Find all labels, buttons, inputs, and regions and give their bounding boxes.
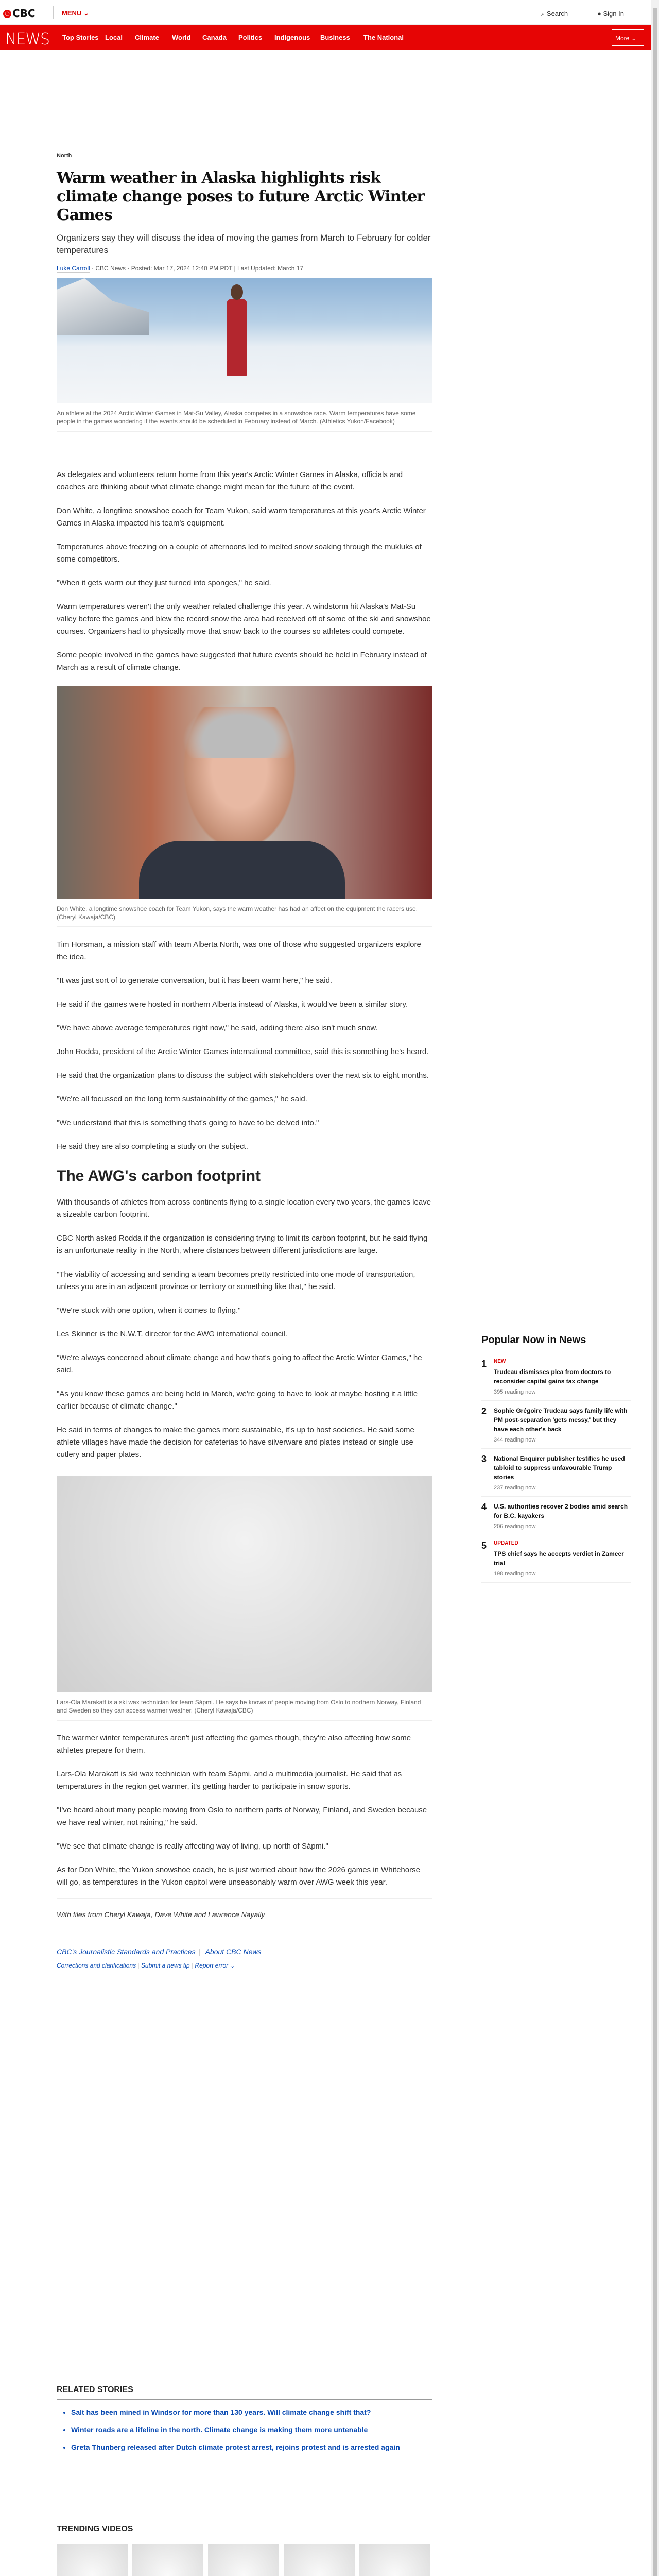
body-paragraph: He said in terms of changes to make the games more sustainable, it's up to host societies. He said some athlete villages have made the decision for cafeterias to have silverware and plates instead or single use cutlery and paper plates. [57, 1426, 414, 1459]
nav-politics[interactable]: Politics [238, 33, 263, 41]
signin-label: Sign In [603, 10, 624, 18]
report-error-button[interactable]: Report error [195, 1962, 229, 1969]
rank: 5 [481, 1540, 487, 1551]
image-placeholder[interactable] [57, 1476, 432, 1692]
related-link[interactable]: • Salt has been mined in Windsor for more than 130 years. Will climate change shift that? [71, 2407, 432, 2417]
feedback-links [57, 1962, 432, 1969]
body-paragraph: He said they are also completing a study on the subject. [57, 1142, 248, 1151]
story-card[interactable] [57, 2544, 128, 2576]
body-paragraph: Don White, a longtime snowshoe coach for Team Yukon, said warm temperatures at this year's Arctic Winter Games in Alaska impacted his team's equipment. [57, 506, 426, 528]
popular-item[interactable] [481, 1449, 631, 1497]
menu-button[interactable] [62, 9, 89, 18]
rank: 2 [481, 1406, 487, 1416]
body-paragraph: John Rodda, president of the Arctic Winter Games international committee, said this is something he's heard. [57, 1047, 429, 1056]
don-white-photo [57, 686, 432, 927]
search-label: Search [546, 10, 568, 18]
body-paragraph: Some people involved in the games have suggested that future events should be held in February instead of March as a result of climate change. [57, 651, 427, 672]
author-link[interactable]: Luke Carroll [57, 265, 90, 272]
signin-button[interactable] [597, 10, 624, 18]
reading-count: 198 reading now [494, 1571, 536, 1577]
popular-item[interactable] [481, 1497, 631, 1535]
section-kicker[interactable]: North [57, 152, 72, 159]
related-link[interactable]: • Greta Thunberg released after Dutch climate protest arrest, rejoins protest and is arrested again [71, 2442, 432, 2452]
popular-heading: Popular Now in News [481, 1334, 586, 1346]
top-bar [0, 0, 651, 25]
body-paragraph: "We're stuck with one option, when it comes to flying." [57, 1306, 241, 1315]
popular-item[interactable] [481, 1535, 631, 1583]
body-paragraph: "We're always concerned about climate change and how that's going to affect the Arctic Winter Games," he said. [57, 1353, 422, 1375]
popular-title[interactable]: Trudeau dismisses plea from doctors to reconsider capital gains tax change [494, 1368, 611, 1385]
lead-photo [57, 278, 432, 432]
trending-videos [57, 2524, 432, 2576]
body-paragraph: "As you know these games are being held in March, we're going to have to look at maybe hosting it a little earlier because of climate change." [57, 1389, 418, 1411]
photo-caption: Don White, a longtime snowshoe coach for Team Yukon, says the warm weather has had an affect on the equipment the racers use. (Cheryl Kawaja/CBC) [57, 905, 432, 927]
nav-world[interactable]: World [172, 33, 191, 41]
story-card[interactable] [359, 2544, 430, 2576]
body-paragraph: "It was just sort of to generate conversation, but it has been warm here," he said. [57, 976, 333, 985]
related-stories [57, 2385, 432, 2460]
corrections-link[interactable]: Corrections and clarifications [57, 1962, 136, 1969]
related-link[interactable]: • Winter roads are a lifeline in the north. Climate change is making them more untenable [71, 2425, 432, 2435]
snowshoe-athlete-image[interactable] [57, 278, 432, 403]
news-nav-bar [0, 25, 651, 50]
divider: | [137, 1962, 140, 1969]
popular-item[interactable] [481, 1401, 631, 1449]
body-paragraph: "We understand that this is something that's going to have to be delved into." [57, 1118, 319, 1127]
reading-count: 344 reading now [494, 1437, 536, 1443]
headline: Warm weather in Alaska highlights risk climate change poses to future Arctic Winter Games [57, 169, 425, 224]
popular-title[interactable]: U.S. authorities recover 2 bodies amid search for B.C. kayakers [494, 1503, 628, 1519]
nav-canada[interactable]: Canada [202, 33, 227, 41]
story-card[interactable] [284, 2544, 355, 2576]
cbc-gem-icon [3, 10, 11, 18]
story-card[interactable] [208, 2544, 279, 2576]
thumbnail[interactable] [359, 2544, 430, 2576]
article [57, 152, 432, 1969]
nav-indigenous[interactable]: Indigenous [274, 33, 310, 41]
scrollbar-thumb[interactable] [653, 8, 657, 2576]
popular-title[interactable]: TPS chief says he accepts verdict in Zameer trial [494, 1550, 624, 1567]
nav-local[interactable]: Local [105, 33, 123, 41]
body-paragraph: "I've heard about many people moving from Oslo to northern parts of Norway, Finland, and Sweden because we have real winter, not raining," he said. [57, 1806, 427, 1827]
body-paragraph: "We see that climate change is really affecting way of living, up north of Sápmi." [57, 1842, 328, 1851]
body-paragraph: With thousands of athletes from across continents flying to a single location every two years, the games leave a sizeable carbon footprint. [57, 1198, 431, 1219]
body-paragraph: The warmer winter temperatures aren't just affecting the games though, they're also affecting how some athletes prepare for them. [57, 1734, 411, 1755]
logo-text: CBC [12, 7, 36, 20]
story-card[interactable] [132, 2544, 203, 2576]
popular-item[interactable] [481, 1353, 631, 1401]
body-paragraph: He said if the games were hosted in northern Alberta instead of Alaska, it would've been a similar story. [57, 1000, 408, 1009]
body-paragraph: As for Don White, the Yukon snowshoe coach, he is just worried about how the 2026 games in Whitehorse will go, as temperatures in the Yukon capitol were unseasonably warm over AWG week this year. [57, 1866, 420, 1887]
thumbnail[interactable] [57, 2544, 128, 2576]
rank: 3 [481, 1454, 487, 1464]
standards-links [57, 1947, 432, 1956]
body-paragraph: "When it gets warm out they just turned into sponges," he said. [57, 579, 271, 587]
marakatt-photo [57, 1476, 432, 1721]
submit-tip-link[interactable]: Submit a news tip [141, 1962, 190, 1969]
rank: 4 [481, 1502, 487, 1512]
body-paragraph: Lars-Ola Marakatt is ski wax technician with team Sápmi, and a multimedia journalist. He said that as temperatures in the region get warmer, it's getting harder to participate in snow sports. [57, 1770, 402, 1791]
divider: | [191, 1962, 194, 1969]
body-paragraph: Tim Horsman, a mission staff with team Alberta North, was one of those who suggested organizers explore the idea. [57, 940, 421, 961]
trending-heading: TRENDING VIDEOS [57, 2524, 432, 2538]
body-paragraph: He said that the organization plans to discuss the subject with stakeholders over the next six to eight months. [57, 1071, 429, 1080]
deck: Organizers say they will discuss the idea of moving the games from March to February for colder temperatures [57, 233, 431, 255]
thumbnail[interactable] [208, 2544, 279, 2576]
reading-count: 237 reading now [494, 1485, 536, 1491]
popular-now-sidebar [481, 1334, 631, 1583]
related-heading: RELATED STORIES [57, 2385, 432, 2400]
about-cbc-news-link[interactable]: About CBC News [205, 1947, 262, 1956]
popular-title[interactable]: Sophie Grégoire Trudeau says family life with PM post-separation 'gets messy,' but they have each other's back [494, 1407, 628, 1433]
news-brand[interactable]: NEWS [5, 30, 50, 48]
reading-count: 206 reading now [494, 1523, 536, 1530]
search-button[interactable] [541, 10, 568, 18]
divider [53, 6, 54, 19]
chevron-down-icon: ⌄ [631, 35, 636, 42]
body-paragraph: Temperatures above freezing on a couple of afternoons led to melted snow soaking through the mukluks of some competitors. [57, 543, 422, 564]
nav-climate[interactable]: Climate [135, 33, 159, 41]
body-paragraph: "We have above average temperatures right now," he said, adding there also isn't much snow. [57, 1024, 378, 1032]
nav-the-national[interactable]: The National [363, 33, 404, 41]
photo-caption: An athlete at the 2024 Arctic Winter Games in Mat-Su Valley, Alaska competes in a snowshoe race. Warm temperatures have some people in the games wondering if the events should be scheduled in February instead of March. (Athletics Yukon/Facebook) [57, 409, 432, 432]
photo-caption: Lars-Ola Marakatt is a ski wax technician for team Sápmi. He says he knows of people moving from Oslo to northern Norway, Finland and Sweden so they can access warmer weather. (Cheryl Kawaja/CBC) [57, 1698, 432, 1721]
rank: 1 [481, 1359, 487, 1369]
new-badge: NEW [494, 1359, 506, 1364]
nav-business[interactable]: Business [320, 33, 350, 41]
body-paragraph: "The viability of accessing and sending a team becomes pretty restricted into one mode of transportation, unless you are in an adjacent province or territory or something like that," he said. [57, 1270, 415, 1291]
section-subhead: The AWG's carbon footprint [57, 1167, 261, 1184]
chevron-down-icon: ⌄ [83, 9, 89, 17]
reading-count: 395 reading now [494, 1389, 536, 1395]
chevron-down-icon: ⌄ [230, 1962, 235, 1969]
don-white-image[interactable] [57, 686, 432, 899]
body-paragraph: "We're all focussed on the long term sustainability of the games," he said. [57, 1095, 307, 1104]
byline [57, 265, 432, 272]
body-paragraph: Warm temperatures weren't the only weather related challenge this year. A windstorm hit Alaska's Mat-Su valley before the games and blew the record snow the area had received off of some of the ski and snowshoe courses. Organizers had to physically move that snow back to the courses so athletes could compete. [57, 602, 431, 636]
credits: With files from Cheryl Kawaja, Dave White and Lawrence Nayally [57, 1910, 265, 1919]
standards-link[interactable]: CBC's Journalistic Standards and Practices [57, 1947, 196, 1956]
menu-label: MENU [62, 9, 82, 17]
search-icon: ⌕ [541, 10, 545, 18]
thumbnail[interactable] [284, 2544, 355, 2576]
updated-badge: UPDATED [494, 1540, 518, 1546]
thumbnail[interactable] [132, 2544, 203, 2576]
popular-title[interactable]: National Enquirer publisher testifies he used tabloid to suppress unfavourable Trump stories [494, 1455, 625, 1481]
more-button[interactable] [612, 29, 644, 46]
byline-meta: · CBC News · Posted: Mar 17, 2024 12:40 PM PDT | Last Updated: March 17 [90, 265, 304, 272]
body-paragraph: Les Skinner is the N.W.T. director for the AWG international council. [57, 1330, 287, 1338]
cbc-logo[interactable] [3, 7, 36, 20]
body-paragraph: As delegates and volunteers return home from this year's Arctic Winter Games in Alaska, officials and coaches are thinking about what climate change might mean for the future of the event. [57, 470, 403, 492]
divider: | [198, 1947, 201, 1956]
user-icon: ● [597, 10, 601, 18]
more-label: More [615, 35, 630, 42]
body-paragraph: CBC North asked Rodda if the organization is considering trying to limit its carbon footprint, but he said flying is an unfortunate reality in the North, where distances between different jurisdictions are large. [57, 1234, 428, 1255]
nav-top-stories[interactable]: Top Stories [62, 33, 99, 41]
scrollbar[interactable] [651, 0, 659, 2576]
